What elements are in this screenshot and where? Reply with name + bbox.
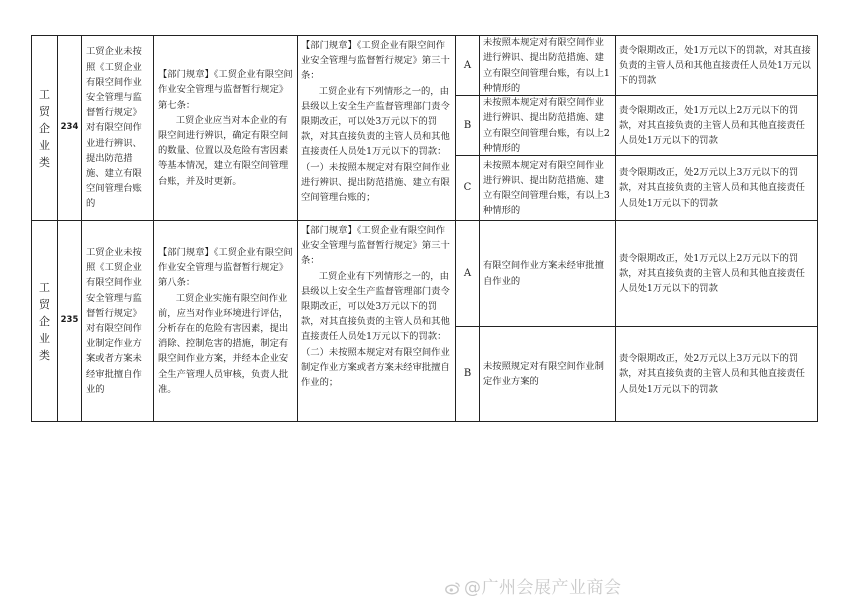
grade-penalty: 责令限期改正，处1万元以上2万元以下的罚款，对其直接负责的主管人员和其他直接责任人员处1万元以下的罚款: [616, 221, 818, 327]
violated-rule: 【部门规章】《工贸企业有限空间作业安全管理与监督暂行规定》第七条： 工贸企业应当对本企业的有限空间进行辨识，确定有限空间的数量、位置以及危险有害因素等基本情况，建立有限空间管理台账，并及时更新。: [154, 36, 298, 221]
grade-level: A: [456, 221, 480, 327]
category-cell: 工贸企业类: [32, 36, 58, 221]
watermark: [445, 573, 622, 598]
violation-behavior: 工贸企业未按照《工贸企业有限空间作业安全管理与监督暂行规定》对有限空间作业制定作业方案或者方案未经审批擅自作业的: [82, 221, 154, 422]
violation-behavior: 工贸企业未按照《工贸企业有限空间作业安全管理与监督暂行规定》对有限空间作业进行辨识、提出防范措施、建立有限空间管理台账的: [82, 36, 154, 221]
watermark-text: @广州会展产业商会: [464, 578, 622, 598]
weibo-logo-icon: [445, 581, 461, 595]
grade-penalty: 责令限期改正，处1万元以上2万元以下的罚款，对其直接负责的主管人员和其他直接责任人员处1万元以下的罚款: [616, 96, 818, 156]
grade-level: C: [456, 156, 480, 221]
grade-situation: 未按照规定对有限空间作业制定作业方案的: [480, 327, 616, 422]
grade-level: A: [456, 36, 480, 96]
category-cell: 工贸企业类: [32, 221, 58, 422]
penalty-table: [31, 35, 818, 422]
row-number: 234: [58, 36, 82, 221]
grade-level: B: [456, 327, 480, 422]
grade-penalty: 责令限期改正，处1万元以下的罚款，对其直接负责的主管人员和其他直接责任人员处1万元以下的罚款: [616, 36, 818, 96]
grade-penalty: 责令限期改正，处2万元以上3万元以下的罚款，对其直接负责的主管人员和其他直接责任人员处1万元以下的罚款: [616, 327, 818, 422]
grade-situation: 未按照本规定对有限空间作业进行辨识、提出防范措施、建立有限空间管理台账，有以上3种情形的: [480, 156, 616, 221]
grade-penalty: 责令限期改正，处2万元以上3万元以下的罚款，对其直接负责的主管人员和其他直接责任人员处1万元以下的罚款: [616, 156, 818, 221]
row-number: 235: [58, 221, 82, 422]
grade-situation: 有限空间作业方案未经审批擅自作业的: [480, 221, 616, 327]
grade-situation: 未按照本规定对有限空间作业进行辨识、提出防范措施、建立有限空间管理台账，有以上1种情形的: [480, 36, 616, 96]
penalty-basis: 【部门规章】《工贸企业有限空间作业安全管理与监督暂行规定》第三十条： 工贸企业有下列情形之一的，由县级以上安全生产监督管理部门责令限期改正，可以处3万元以下的罚款，对其直接负责的主管人员和其他直接责任人员处1万元以下的罚款：（二）未按照本规定对有限空间作业制定作业方案或者方案未经审批擅自作业的；: [298, 221, 456, 422]
grade-level: B: [456, 96, 480, 156]
violated-rule: 【部门规章】《工贸企业有限空间作业安全管理与监督暂行规定》第八条： 工贸企业实施有限空间作业前，应当对作业环境进行评估，分析存在的危险有害因素，提出消除、控制危害的措施，制定有限空间作业方案，并经本企业安全生产管理人员审核，负责人批准。: [154, 221, 298, 422]
penalty-basis: 【部门规章】《工贸企业有限空间作业安全管理与监督暂行规定》第三十条： 工贸企业有下列情形之一的，由县级以上安全生产监督管理部门责令限期改正，可以处3万元以下的罚款，对其直接负责的主管人员和其他直接责任人员处1万元以下的罚款：（一）未按照本规定对有限空间作业进行辨识、提出防范措施、建立有限空间管理台账的；: [298, 36, 456, 221]
grade-situation: 未按照本规定对有限空间作业进行辨识、提出防范措施、建立有限空间管理台账，有以上2种情形的: [480, 96, 616, 156]
